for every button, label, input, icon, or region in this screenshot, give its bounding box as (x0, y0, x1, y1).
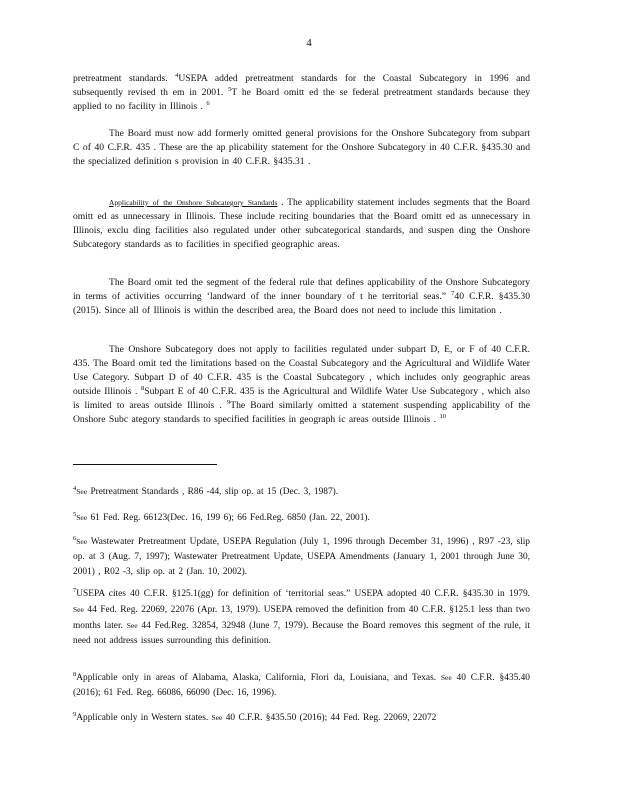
text-run: 40 C.F.R. §435.40 (2016); 61 Fed. Reg. 66086, 66090 (Dec. 16, 1996). (73, 673, 530, 698)
footnote-separator (73, 464, 217, 465)
citation-signal: See (76, 537, 88, 546)
text-run: USEPA added pretreatment standards for the Coastal Subcategory in 1996 and subsequently revised th em in 2001. (73, 73, 530, 98)
text-run: 44 Fed. Reg. 22069, 22076 (Apr. 13, 1979). USEPA removed the definition from 40 C.F.R. §125.1 less than two months later. (73, 605, 530, 631)
paragraph-onshore-subcategory (73, 343, 530, 427)
footnote-5 (73, 510, 530, 526)
footnote-6 (73, 534, 530, 580)
text-run: Applicable only in areas of Alabama, Alaska, California, Flori da, Louisiana, and Texas. (76, 673, 441, 683)
footnote-marker: 6 (73, 534, 77, 542)
text-run: Subpart E of 40 C.F.R. 435 is the Agricultural and Wildlife Water Use Subcategory , which also is limited to areas outside Illinois . (73, 386, 531, 411)
footnote-7 (73, 587, 530, 649)
footnote-marker: 10 (439, 412, 446, 420)
text-run: 61 Fed. Reg. 66123(Dec. 16, 199 6); 66 Fed.Reg. 6850 (Jan. 22, 2001). (87, 513, 370, 523)
text-run: T he Board omitt ed the se federal pretreatment standards because they applied to no facility in Illinois . (73, 87, 530, 112)
text-run: The Board similarly omitted a statement suspending applicability of the Onshore Subc ategory standards to specified facilities in geograph ic areas outside Illinois . (73, 400, 531, 425)
footnote-8 (73, 670, 530, 701)
footnote-marker: 9 (73, 710, 77, 718)
text-run: USEPA cites 40 C.F.R. §125.1(gg) for definition of ‘territorial seas.” USEPA adopted 40 C.F.R. §435.30 in 1979. (76, 589, 530, 599)
text-run: 40 C.F.R. §435.50 (2016); 44 Fed. Reg. 22069, 22072 (222, 713, 437, 723)
footnote-9 (73, 710, 530, 726)
citation-signal: See (211, 713, 223, 722)
text-run: Pretreatment Standards , R86 -44, slip op. at 15 (Dec. 3, 1987). (87, 487, 339, 497)
citation-signal: See (440, 673, 452, 682)
page-number: 4 (306, 37, 312, 49)
footnote-marker: 8 (141, 384, 145, 392)
footnote-marker: 4 (73, 484, 77, 492)
footnote-marker: 5 (73, 510, 77, 518)
citation-signal: See (73, 605, 84, 614)
citation-signal: See (76, 513, 88, 522)
footnote-marker: 8 (73, 670, 77, 678)
citation-signal: See (76, 487, 88, 496)
paragraph-applicability (73, 196, 530, 252)
text-run: The Board must now add formerly omitted general provisions for the Onshore Subcategory from subpart C of 40 C.F.R. 435 . These are the ap plicability statement for the Onshore Subcategory in 40 C.F.R. §435.30 and the specialized definition s provision in 40 C.F.R. §435.31 . (73, 128, 530, 167)
paragraph-general-provisions (73, 127, 530, 169)
footnote-marker: 5 (228, 85, 232, 93)
text-run: The Board omit ted the segment of the federal rule that defines applicability of the Onshore Subcategory in terms of activities occurring ‘landward of the inner boundary of t he territorial seas.” (73, 277, 530, 302)
text-run: Wastewater Pretreatment Update, USEPA Regulation (July 1, 1996 through December 31, 1996) , R97 -23, slip op. at 3 (Aug. 7, 1997); Wastewater Pretreatment Update, USEPA Amendments (January 1, 2001 through June 30, 2001) , R02 -3, slip op. at 2 (Jan. 10, 2002). (73, 537, 530, 577)
text-run: 40 C.F.R. §435.30 (2015). Since all of Illinois is within the described area, the Board does not need to include this limitation . (73, 291, 530, 316)
text-run: pretreatment standards. (73, 73, 176, 84)
footnote-marker: 4 (175, 71, 179, 79)
footnote-marker: 7 (451, 289, 455, 297)
text-run: . The applicability statement includes segments that the Board omitt ed as unnecessary in Illinois. These include reciting boundaries that the Board omitt ed as unnecessary in Illinois, exclu ding facilities also regulated under other subcategorical standards, and suspen ding the Onshore Subcategory standards as to facilities in specified geographic areas. (73, 197, 530, 250)
text-run: Applicable only in Western states. (76, 713, 212, 723)
footnote-4 (73, 484, 530, 500)
text-run: 44 Fed.Reg. 32854, 32948 (June 7, 1979). Because the Board removes this segment of the rule, it need not address issues surrounding this definition. (73, 621, 530, 646)
paragraph-territorial-seas (73, 276, 530, 318)
paragraph-continued (73, 72, 530, 114)
text-run: The Onshore Subcategory does not apply to facilities regulated under subpart D, E, or F of 40 C.F.R. 435. The Board omit ted the limitations based on the Coastal Subcategory and the Agricultural and Wildlife Water Use Category. Subpart D of 40 C.F.R. 435 is the Coastal Subcategory , which includes only geographic areas outside Illinois . (73, 344, 530, 397)
footnote-marker: 7 (73, 586, 77, 594)
section-heading: Applicability of the Onshore Subcategory Standards (109, 198, 278, 207)
citation-signal: See (126, 621, 138, 630)
footnote-marker: 6 (206, 99, 210, 107)
footnote-marker: 9 (226, 398, 231, 406)
